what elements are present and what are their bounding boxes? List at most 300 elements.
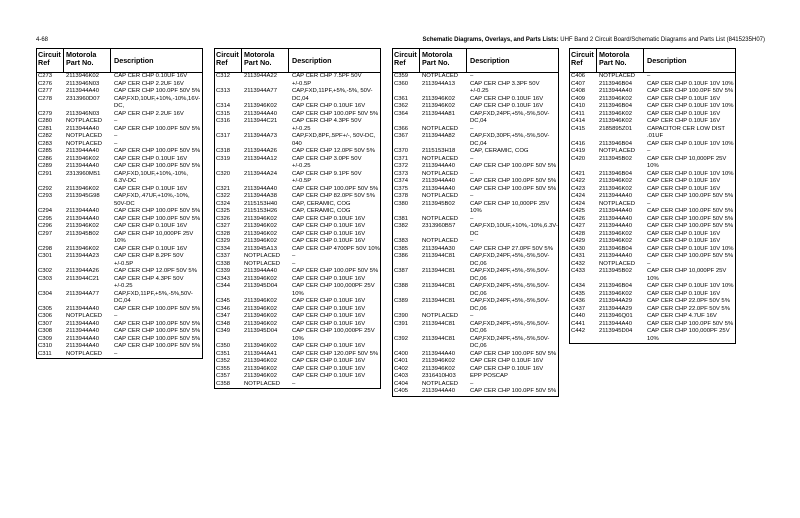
description-cell: CAP CER CHP 4.3PF 50V +/-0.25 [292, 118, 362, 132]
part-no-cell: 2113944A40 [422, 185, 455, 192]
description-cell: – [470, 380, 474, 387]
part-no-cell: NOTPLACED [599, 200, 636, 207]
description-cell: CAP CER CHP 22.0PF 50V 5% [647, 298, 730, 304]
description-cell: CAP CER CHP 0.10UF 16V [114, 223, 188, 229]
part-no-cell: 2113946K02 [244, 365, 277, 372]
table-row [393, 111, 558, 126]
description-cell: CAP CER CHP 4700PF 50V 10% [292, 245, 380, 252]
description-cell: CAP CER CHP 0.10UF 16V [114, 185, 188, 192]
part-no-cell: 2113946K02 [244, 343, 277, 349]
circuit-ref-cell: C292 [38, 185, 53, 192]
circuit-ref-cell: C437 [571, 305, 586, 312]
circuit-ref-cell: C312 [216, 73, 231, 79]
part-no-cell: NOTPLACED [422, 193, 459, 199]
circuit-ref-cell: C409 [571, 95, 586, 102]
table-row [215, 253, 380, 261]
part-no-cell: NOTPLACED [422, 380, 459, 387]
description-cell: CAP,FXD,24PF,+5%,-5%,50V-DC,06 [470, 253, 550, 267]
part-no-cell: 2113944A24 [244, 170, 277, 177]
description-cell: CAP CER CHP 0.10UF 16V [647, 238, 721, 244]
description-cell: CAP CER CHP 100.0PF 50V 5% [114, 163, 201, 169]
table-row [570, 223, 735, 231]
table-row [37, 148, 202, 156]
part-no-cell: 2113946K02 [244, 373, 277, 379]
table-row [215, 73, 380, 88]
description-cell: CAP,FXD,30PF,+5%,-5%,50V-DC,04 [470, 133, 550, 147]
circuit-ref-cell: C350 [216, 343, 231, 349]
circuit-ref-cell: C389 [394, 298, 409, 304]
description-cell: CAP CER CHP 12.0PF 50V 5% [114, 268, 197, 274]
table-row [215, 298, 380, 306]
circuit-ref-cell: C322 [216, 193, 231, 199]
page-number: 4-68 [36, 37, 49, 43]
page-title [423, 37, 766, 43]
table-row [215, 133, 380, 148]
circuit-ref-cell: C273 [38, 73, 53, 79]
table-row [393, 358, 558, 366]
part-no-cell: 2113944A40 [66, 208, 99, 214]
part-no-cell: 2113944A29 [599, 305, 632, 312]
table-row [37, 246, 202, 254]
circuit-ref-cell: C367 [394, 133, 409, 139]
table-row [37, 171, 202, 186]
part-no-cell: 2113944C81 [422, 335, 456, 342]
circuit-ref-cell: C385 [394, 245, 409, 252]
part-no-cell: 2115153H18 [422, 148, 456, 154]
table-row [37, 126, 202, 134]
circuit-ref-cell: C295 [38, 215, 53, 222]
circuit-ref-cell: C293 [38, 193, 53, 199]
part-no-cell: 2113946K02 [599, 238, 632, 244]
description-cell: CAP CER CHP 100.0PF 50V 5% [292, 268, 379, 274]
table-row [37, 88, 202, 96]
part-no-cell: NOTPLACED [244, 260, 281, 267]
table-row [570, 103, 735, 111]
table-row [393, 103, 558, 111]
table-header [215, 49, 380, 73]
description-cell: CAP CER CHP 100.0PF 50V 5% [114, 125, 201, 132]
description-cell: CAP CER CHP 0.10UF 16V [647, 178, 721, 184]
description-cell: CAP CER CHP 100.0PF 50V 5% [647, 88, 734, 94]
table-row [393, 381, 558, 389]
part-no-cell: 2113944A40 [422, 350, 455, 357]
description-cell: CAP,FXD,24PF,+5%,-5%,50V-DC,04 [470, 110, 550, 124]
circuit-ref-cell: C414 [571, 118, 586, 124]
part-no-cell: 2113944A40 [599, 88, 632, 94]
circuit-ref-cell: C311 [38, 350, 52, 357]
part-no-cell: 2113944A12 [244, 155, 277, 162]
circuit-ref-cell: C325 [216, 208, 231, 214]
circuit-ref-cell: C305 [38, 305, 53, 312]
table-row [570, 156, 735, 171]
part-no-cell: 2113944A41 [244, 350, 277, 357]
circuit-ref-cell: C359 [394, 73, 409, 79]
circuit-ref-cell: C374 [394, 178, 409, 184]
part-no-cell: 2113946K02 [422, 95, 455, 102]
table-row [215, 373, 380, 381]
description-cell: CAP CER CHP 0.10UF 16V [647, 290, 721, 297]
circuit-ref-cell: C420 [571, 155, 586, 162]
table-row [37, 223, 202, 231]
header-description: Description [647, 56, 687, 65]
header-circuit-ref: Circuit Ref [393, 49, 420, 72]
circuit-ref-cell: C351 [216, 350, 231, 357]
circuit-ref-cell: C328 [216, 230, 231, 237]
table-body [37, 73, 202, 358]
circuit-ref-cell: C337 [216, 253, 231, 259]
table-body [393, 73, 558, 396]
description-cell: – [647, 260, 651, 267]
circuit-ref-cell: C404 [394, 380, 409, 387]
description-cell: CAP CER CHP 0.10UF 10V 10% [647, 103, 734, 109]
description-cell: CAP, CERAMIC, COG [292, 200, 351, 207]
circuit-ref-cell: C422 [571, 178, 586, 184]
circuit-ref-cell: C429 [571, 238, 586, 244]
part-no-cell: 2113944A77 [244, 88, 277, 94]
description-cell: CAP,FXD,.47UF,+10%,-10%, 50V-DC [114, 193, 190, 207]
part-no-cell: 2115153H40 [244, 200, 278, 207]
table-row [393, 186, 558, 194]
description-cell: CAP CER CHP 0.10UF 16V [114, 245, 188, 252]
part-no-cell: 2113944A40 [599, 208, 632, 214]
circuit-ref-cell: C364 [394, 110, 409, 117]
circuit-ref-cell: C338 [216, 260, 231, 267]
circuit-ref-cell: C411 [571, 110, 585, 117]
description-cell: CAP CER CHP 100.0PF 50V 5% [470, 185, 557, 192]
table-row [215, 246, 380, 254]
circuit-ref-cell: C426 [571, 215, 586, 222]
table-row [393, 193, 558, 201]
circuit-ref-cell: C401 [394, 358, 409, 364]
description-cell: CAP CER CHP 0.10UF 16V [292, 305, 366, 312]
table-row [37, 351, 202, 359]
table-row [570, 118, 735, 126]
part-no-cell: 2113946B04 [599, 170, 632, 177]
table-row [37, 111, 202, 119]
table-row [37, 133, 202, 141]
description-cell: CAP CER CHP 0.10UF 16V [292, 320, 366, 327]
description-cell: CAP,FXD,10UF,+10%,-10%,16V-DC, [114, 95, 201, 109]
part-no-cell: 2113944A22 [244, 73, 277, 79]
part-no-cell: 2113944C21 [244, 118, 278, 124]
table-row [570, 261, 735, 269]
table-row [570, 246, 735, 254]
part-no-cell: NOTPLACED [66, 140, 103, 147]
description-cell: CAP CER CHP 10,000PF 25V 10% [647, 155, 727, 169]
part-no-cell: NOTPLACED [66, 350, 103, 357]
circuit-ref-cell: C375 [394, 185, 409, 192]
part-no-cell: 2113944A30 [422, 245, 455, 252]
circuit-ref-cell: C283 [38, 140, 53, 147]
part-no-cell: 2113944A26 [244, 148, 277, 154]
table-header [393, 49, 558, 73]
description-cell: CAP CER CHP 100.0PF 50V 5% [114, 320, 201, 327]
description-cell: CAP CER CHP 0.10UF 16V [114, 73, 188, 79]
description-cell: CAP,FXD,10UF,+10%,-10%, 6.3V-DC [114, 170, 189, 184]
table-row [570, 178, 735, 186]
part-no-cell: 2113946K02 [244, 275, 277, 282]
part-no-cell: 2113944A40 [66, 88, 99, 94]
table-row [37, 118, 202, 126]
description-cell: CAP CER CHP 82.0PF 50V 5% [292, 193, 375, 199]
description-cell: CAP CER CHP 100.0PF 50V 5% [470, 350, 557, 357]
table-body [570, 73, 735, 343]
circuit-ref-cell: C278 [38, 95, 53, 102]
description-cell: CAP CER CHP 0.10UF 10V 10% [647, 283, 734, 289]
part-no-cell: NOTPLACED [422, 125, 459, 132]
description-cell: CAP CER CHP 0.10UF 16V [292, 343, 366, 349]
table-row [215, 268, 380, 276]
description-cell: CAP CER CHP 0.10UF 16V [292, 373, 366, 379]
part-no-cell: 2113946K02 [244, 223, 277, 229]
table-row [37, 321, 202, 329]
part-no-cell: 2113946K02 [599, 110, 632, 117]
header-part-no: Motorola Part No. [242, 49, 289, 72]
circuit-ref-cell: C348 [216, 320, 231, 327]
part-no-cell: 2113944A26 [66, 268, 99, 274]
part-no-cell: 2113944A23 [66, 253, 99, 259]
circuit-ref-cell: C416 [571, 140, 586, 147]
table-row [215, 328, 380, 343]
circuit-ref-cell: C316 [216, 118, 231, 124]
table-row [37, 343, 202, 351]
table-row [393, 156, 558, 164]
table-row [393, 283, 558, 298]
table-row [570, 81, 735, 89]
table-row [215, 208, 380, 216]
description-cell: CAP CER CHP 7.5PF 50V +/-0.5P [292, 73, 362, 87]
table-row [393, 268, 558, 283]
part-no-cell: 2113944A40 [66, 328, 99, 334]
description-cell: CAP CER CHP 0.10UF 16V [292, 365, 366, 372]
description-cell: CAP,FXD,24PF,+5%,-5%,50V-DC,06 [470, 335, 550, 349]
part-no-cell: 2113945B02 [66, 230, 99, 237]
part-no-cell: 2113946K02 [244, 215, 277, 222]
circuit-ref-cell: C357 [216, 373, 231, 379]
table-row [393, 163, 558, 171]
part-no-cell: 2113944A40 [66, 148, 99, 154]
circuit-ref-cell: C383 [394, 238, 409, 244]
description-cell: CAP,FXD,11PF,+5%,-5%, 50V-DC,04 [292, 88, 373, 102]
part-no-cell: NOTPLACED [66, 118, 103, 124]
table-row [37, 81, 202, 89]
part-no-cell: 2113946K02 [599, 290, 632, 297]
description-cell: – [647, 73, 651, 79]
circuit-ref-cell: C306 [38, 313, 53, 319]
table-row [37, 193, 202, 208]
circuit-ref-cell: C392 [394, 335, 409, 342]
table-row [570, 298, 735, 306]
table-row [570, 193, 735, 201]
part-no-cell: 2113946K02 [66, 223, 99, 229]
table-row [393, 366, 558, 374]
table-row [393, 201, 558, 216]
description-cell: CAP CER CHP 100.0PF 50V 5% [647, 320, 734, 327]
table-row [570, 306, 735, 314]
table-row [393, 81, 558, 96]
part-no-cell: 2113944A38 [244, 193, 277, 199]
circuit-ref-cell: C434 [571, 283, 586, 289]
circuit-ref-cell: C310 [38, 343, 53, 349]
circuit-ref-cell: C302 [38, 268, 53, 274]
table-row [570, 126, 735, 141]
table-row [393, 171, 558, 179]
table-row [393, 148, 558, 156]
description-cell: CAP CER CHP 0.10UF 16V [292, 215, 366, 222]
circuit-ref-cell: C408 [571, 88, 586, 94]
circuit-ref-cell: C280 [38, 118, 53, 124]
page-title-rest: UHF Band 2 Circuit Board/Schematic Diagrams and Parts List (8415235H07) [558, 37, 765, 43]
part-no-cell: 2113944A40 [66, 163, 99, 169]
part-no-cell: 2113944A40 [599, 223, 632, 229]
part-no-cell: 2113946K02 [244, 238, 277, 244]
part-no-cell: 2113946K02 [599, 185, 632, 192]
description-cell: CAP CER CHP 100,000PF 25V 10% [647, 328, 730, 342]
description-cell: CAP CER CHP 3.3PF 50V +/-0.25 [470, 80, 540, 94]
part-no-cell: NOTPLACED [66, 313, 103, 319]
circuit-ref-cell: C347 [216, 313, 231, 319]
table-row [570, 313, 735, 321]
description-cell: CAP CER CHP 10,000PF 25V 10% [470, 200, 550, 214]
part-no-cell: 2113944A73 [244, 133, 277, 139]
circuit-ref-cell: C345 [216, 298, 231, 304]
part-no-cell: 2113946K02 [244, 358, 277, 364]
description-cell: – [292, 380, 296, 387]
part-no-cell: NOTPLACED [422, 170, 459, 177]
description-cell: – [114, 313, 118, 319]
table-row [215, 321, 380, 329]
circuit-ref-cell: C378 [394, 193, 409, 199]
circuit-ref-cell: C421 [571, 170, 586, 177]
description-cell: CAP CER CHP 100.0PF 50V 5% [470, 388, 557, 394]
description-cell: CAP CER CHP 3.0PF 50V +/-0.25 [292, 155, 362, 169]
table-row [215, 366, 380, 374]
description-cell: CAP CER CHP 0.10UF 16V [470, 358, 544, 364]
part-no-cell: 2113944A40 [244, 110, 277, 117]
part-no-cell: 2113946K02 [422, 103, 455, 109]
table-row [570, 238, 735, 246]
description-cell: CAP CER CHP 100.0PF 50V 5% [647, 208, 734, 214]
parts-table-col-1 [36, 48, 203, 359]
description-cell: CAP CER CHP 4.3PF 50V +/-0.25 [114, 275, 184, 289]
description-cell: CAP CER CHP 9.1PF 50V +/-0.5P [292, 170, 362, 184]
description-cell: CAP CER CHP 2.2UF 16V [114, 110, 184, 117]
table-row [215, 118, 380, 133]
part-no-cell: 2113946B04 [599, 140, 632, 147]
table-row [393, 238, 558, 246]
table-row [393, 96, 558, 104]
part-no-cell: 2113945D04 [244, 283, 278, 289]
circuit-ref-cell: C410 [571, 103, 586, 109]
description-cell: CAP CER CHP 22.0PF 50V 5% [647, 305, 730, 312]
circuit-ref-cell: C304 [38, 290, 53, 297]
circuit-ref-cell: C361 [394, 95, 409, 102]
table-row [393, 336, 558, 351]
description-cell: CAP CER CHP 120.0PF 50V 5% [292, 350, 379, 357]
circuit-ref-cell: C282 [38, 133, 53, 139]
description-cell: CAP CER CHP 0.10UF 16V [114, 155, 188, 162]
table-row [393, 388, 558, 396]
part-no-cell: 2113944C81 [422, 320, 456, 327]
circuit-ref-cell: C415 [571, 125, 586, 132]
circuit-ref-cell: C382 [394, 223, 409, 229]
description-cell: CAP CER CHP 100.0PF 50V 5% [470, 163, 557, 169]
table-row [37, 336, 202, 344]
description-cell: – [647, 200, 651, 207]
table-row [393, 298, 558, 313]
circuit-ref-cell: C436 [571, 298, 586, 304]
part-no-cell: 2113946B04 [599, 245, 632, 252]
part-no-cell: 2113944A40 [244, 268, 277, 274]
description-cell: – [114, 350, 118, 357]
description-cell: CAP CER CHP 0.10UF 16V [647, 110, 721, 117]
description-cell: CAP CER CHP 0.10UF 16V [292, 223, 366, 229]
part-no-cell: 2113945B02 [599, 268, 632, 274]
description-cell: CAP CER CHP 10,000PF 25V 10% [114, 230, 194, 244]
part-no-cell: NOTPLACED [66, 133, 103, 139]
part-no-cell: 2113944C81 [422, 298, 456, 304]
table-row [37, 328, 202, 336]
description-cell: CAP CER CHP 0.10UF 10V 10% [647, 140, 734, 147]
part-no-cell: 2113946K02 [244, 230, 277, 237]
circuit-ref-cell: C294 [38, 208, 53, 214]
circuit-ref-cell: C346 [216, 305, 231, 312]
header-circuit-ref: Circuit Ref [37, 49, 64, 72]
description-cell: CAP CER CHP 2.2UF 16V [114, 80, 184, 87]
table-row [215, 261, 380, 269]
table-row [215, 231, 380, 239]
description-cell: – [114, 140, 118, 147]
description-cell: CAP,FXD,24PF,+5%,-5%,50V-DC,06 [470, 298, 550, 312]
description-cell: CAP CER CHP 0.10UF 16V [470, 103, 544, 109]
part-no-cell: 2113944A29 [599, 298, 632, 304]
circuit-ref-cell: C366 [394, 125, 409, 132]
part-no-cell: NOTPLACED [599, 260, 636, 267]
part-no-cell: 2113946N03 [66, 80, 100, 87]
table-row [393, 373, 558, 381]
part-no-cell: 2113946Q01 [599, 313, 633, 319]
description-cell: – [114, 118, 118, 124]
part-no-cell: 2113944A40 [66, 125, 99, 132]
circuit-ref-cell: C286 [38, 155, 53, 162]
description-cell: CAP CER CHP 0.10UF 16V [292, 298, 366, 304]
circuit-ref-cell: C362 [394, 103, 409, 109]
circuit-ref-cell: C360 [394, 80, 409, 87]
circuit-ref-cell: C442 [571, 328, 586, 334]
table-row [215, 358, 380, 366]
part-no-cell: NOTPLACED [244, 253, 281, 259]
description-cell: CAP CER CHP 0.10UF 16V [647, 95, 721, 102]
description-cell: – [292, 260, 296, 267]
part-no-cell: 2113944A40 [599, 253, 632, 259]
header-description: Description [114, 56, 154, 65]
description-cell: CAP CER CHP 0.10UF 16V [292, 103, 366, 109]
circuit-ref-cell: C400 [394, 350, 409, 357]
circuit-ref-cell: C291 [38, 170, 53, 177]
description-cell: CAP CER CHP 0.10UF 16V [292, 230, 366, 237]
part-no-cell: 2113946B04 [599, 103, 632, 109]
table-row [570, 201, 735, 209]
header-part-no: Motorola Part No. [64, 49, 111, 72]
circuit-ref-cell: C339 [216, 268, 231, 274]
part-no-cell: 2113945D04 [244, 328, 278, 334]
part-no-cell: 2113946N03 [66, 110, 100, 117]
circuit-ref-cell: C313 [216, 88, 231, 94]
circuit-ref-cell: C334 [216, 245, 231, 252]
circuit-ref-cell: C317 [216, 133, 231, 139]
description-cell: CAP CER CHP 4.7UF 16V [647, 313, 717, 319]
table-row [570, 141, 735, 149]
